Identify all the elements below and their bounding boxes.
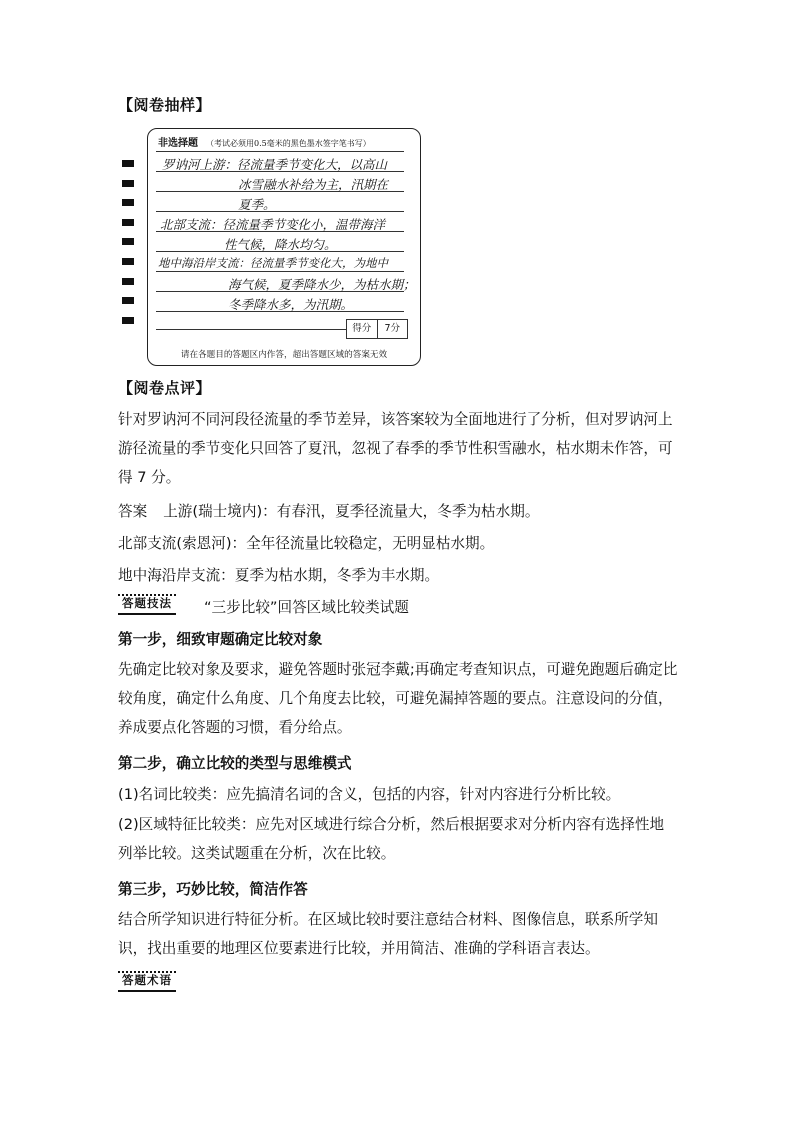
sample-heading: 【阅卷抽样】	[118, 96, 212, 114]
answer-line-3: 地中海沿岸支流：夏季为枯水期，冬季为丰水期。	[118, 567, 440, 584]
handwritten-line: 罗讷河上游：径流量季节变化大，以高山	[162, 157, 388, 172]
comment-text: 针对罗讷河不同河段径流量的季节差异，该答案较为全面地进行了分析，但对罗讷河上游径流量的季节变化只回答了夏汛，忽视了春季的季节性积雪融水，枯水期未作答，可得 7 分。	[118, 411, 673, 486]
marker	[122, 297, 134, 304]
step1-title: 第一步，细致审题确定比较对象	[118, 631, 323, 648]
answer-label: 答案	[118, 503, 148, 520]
score-value: 7分	[377, 320, 408, 338]
marker	[122, 317, 134, 324]
step2-title: 第二步，确立比较的类型与思维模式	[118, 755, 352, 772]
sheet-rule	[156, 271, 404, 272]
sheet-rule	[156, 211, 404, 212]
score-label: 得分	[352, 323, 372, 334]
handwritten-line: 地中海沿岸支流：径流量季节变化大，为地中	[158, 256, 388, 270]
answer-sheet-image	[147, 128, 421, 366]
step3-title: 第三步，巧妙比较，简洁作答	[118, 881, 308, 898]
marker	[122, 238, 134, 245]
sheet-title	[158, 134, 371, 149]
marker	[122, 180, 134, 187]
sheet-rule	[156, 329, 346, 330]
technique-tag: 答题技法	[118, 594, 176, 615]
handwritten-line: 冰雪融水补给为主，汛期在	[238, 177, 389, 192]
marker	[122, 199, 134, 206]
answer-line-2: 北部支流(索恩河)：全年径流量比较稳定，无明显枯水期。	[118, 535, 495, 552]
answer-text: 上游(瑞士境内)：有春汛，夏季径流量大，冬季为枯水期。	[163, 503, 540, 520]
step3-text: 结合所学知识进行特征分析。在区域比较时要注意结合材料、图像信息，联系所学知识，找出重要的地理区位要素进行比较，并用简洁、准确的学科语言表达。	[118, 911, 658, 957]
comment-heading: 【阅卷点评】	[118, 379, 212, 397]
handwritten-line: 海气候，夏季降水少，为枯水期；	[228, 277, 416, 292]
handwritten-line: 夏季。	[238, 197, 276, 212]
sheet-rule	[156, 151, 404, 152]
marker	[122, 219, 134, 226]
handwritten-line: 性气候，降水均匀。	[224, 237, 337, 252]
sheet-markers	[122, 160, 134, 336]
marker	[122, 278, 134, 285]
technique-title: “三步比较”回答区域比较类试题	[204, 599, 409, 616]
answer-line-1	[118, 500, 539, 521]
score-box	[346, 319, 408, 339]
marker	[122, 160, 134, 167]
sheet-footer: 请在各题目的答题区内作答，超出答题区域的答案无效	[180, 350, 388, 360]
sheet-title-note: （考试必须用0.5毫米的黑色墨水签字笔书写）	[206, 139, 371, 148]
step2-item1: (1)名词比较类：应先搞清名词的含义，包括的内容，针对内容进行分析比较。	[118, 786, 621, 803]
marker	[122, 258, 134, 265]
step2-item2: (2)区域特征比较类：应先对区域进行综合分析，然后根据要求对分析内容有选择性地列举比较。这类试题重在分析，次在比较。	[118, 816, 665, 862]
step1-text: 先确定比较对象及要求，避免答题时张冠李戴;再确定考查知识点，可避免跑题后确定比较角度，确定什么角度、几个角度去比较，可避免漏掉答题的要点。注意设问的分值，养成要点化答题的习惯，看分给点。	[118, 661, 678, 736]
handwritten-line: 冬季降水多，为汛期。	[228, 297, 354, 312]
handwritten-line: 北部支流：径流量季节变化小，温带海洋	[160, 217, 386, 232]
sheet-title-label: 非选择题	[158, 138, 198, 149]
terms-tag: 答题术语	[118, 971, 176, 992]
